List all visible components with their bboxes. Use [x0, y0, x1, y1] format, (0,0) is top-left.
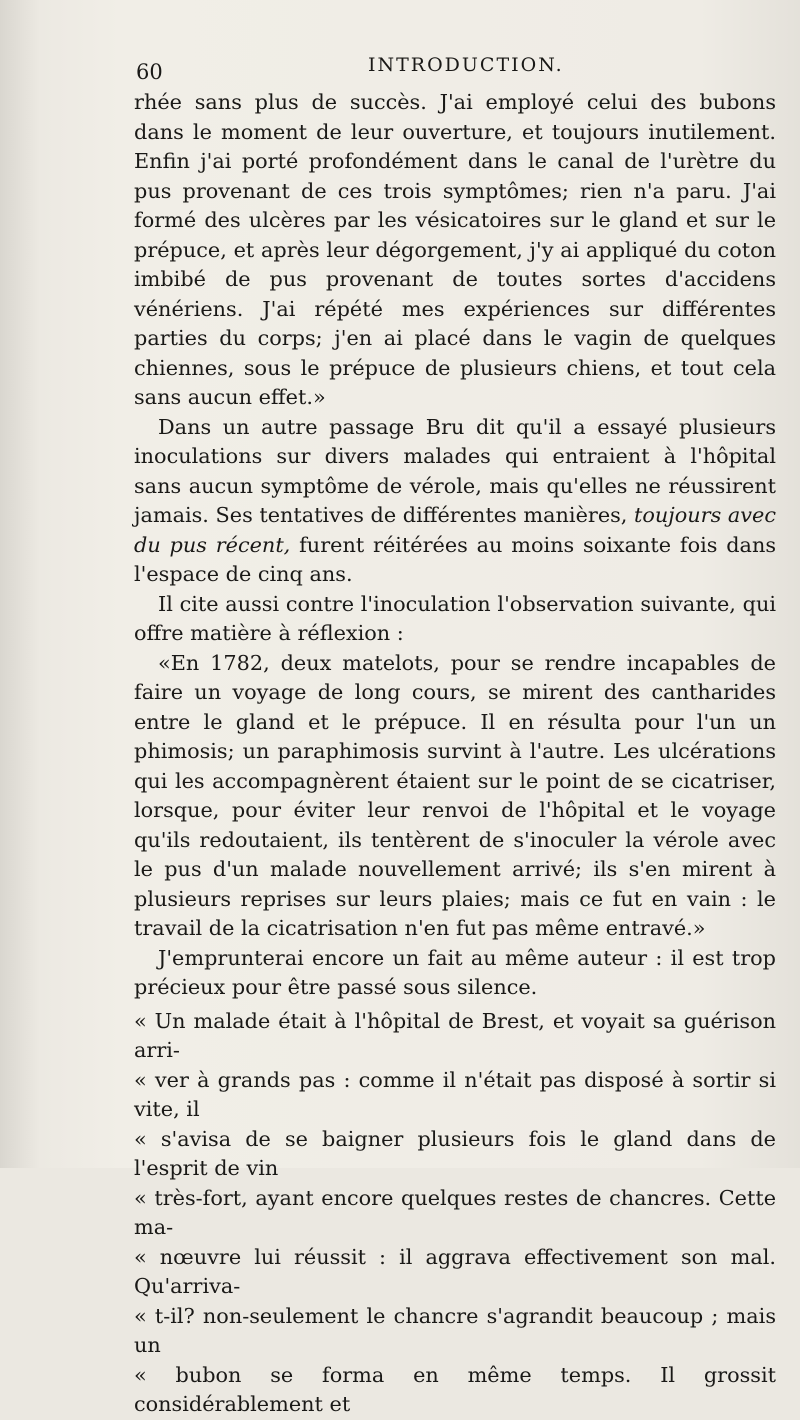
- paragraph-2-italic: toujours avec du pus récent,: [134, 503, 776, 557]
- paragraph-3: Il cite aussi contre l'inoculation l'observation suivante, qui offre matière à réflexion :: [134, 591, 776, 645]
- quote-line: « ver à grands pas : comme il n'était pas disposé à sortir si vite, il: [134, 1067, 776, 1121]
- body-text: [134, 88, 776, 1420]
- page-number: 60: [136, 60, 163, 84]
- quote-line: « bubon se forma en même temps. Il grossit considérablement et: [134, 1362, 776, 1416]
- paragraph-4: «En 1782, deux matelots, pour se rendre incapables de faire un voyage de long cours, se mirent des cantharides entre le gland et le prépuce. Il en résulta pour l'un un phimosis; un paraphimosis survint à l'autre. Les ulcérations qui les accompagnèrent étaient sur le point de se cicatriser, lorsque, pour éviter leur renvoi de l'hôpital et le voyage qu'ils redoutaient, ils tentèrent de s'inoculer la vérole avec le pus d'un malade nouvellement arrivé; ils s'en mirent à plusieurs reprises sur leurs plaies; mais ce fut en vain : le travail de la cicatrisation n'en fut pas même entravé.»: [134, 650, 776, 940]
- quote-line: « Un malade était à l'hôpital de Brest, et voyait sa guérison arri-: [134, 1008, 776, 1062]
- paragraph-2-after: furent réitérées au moins soixante fois dans l'espace de cinq ans.: [134, 532, 777, 586]
- paragraph-2: [134, 413, 776, 590]
- quote-line: « t-il? non-seulement le chancre s'agrandit beaucoup ; mais un: [134, 1303, 776, 1357]
- quote-line: « très-fort, ayant encore quelques restes de chancres. Cette ma-: [134, 1185, 776, 1239]
- paragraph-1: rhée sans plus de succès. J'ai employé celui des bubons dans le moment de leur ouverture, et toujours inutilement. Enfin j'ai porté profondément dans le canal de l'urètre du pus provenant de ces trois symptômes; rien n'a paru. J'ai formé des ulcères par les vésicatoires sur le gland et sur le prépuce, et après leur dégorgement, j'y ai appliqué du coton imbibé de pus provenant de toutes sortes d'accidens vénériens. J'ai répété mes expériences sur différentes parties du corps; j'en ai placé dans le vagin de quelques chiennes, sous le prépuce de plusieurs chiens, et tout cela sans aucun effet.»: [134, 90, 776, 409]
- running-head: INTRODUCTION.: [368, 54, 564, 76]
- quote-line: « s'avisa de se baigner plusieurs fois le gland dans de l'esprit de vin: [134, 1126, 776, 1180]
- paragraph-2-before: Dans un autre passage Bru dit qu'il a essayé plusieurs inoculations sur divers malades qui entraient à l'hôpital sans aucun symptôme de vérole, mais qu'elles ne réussirent jamais. Ses tentatives de différentes manières,: [134, 414, 776, 527]
- paragraph-5: J'emprunterai encore un fait au même auteur : il est trop précieux pour être passé sous silence.: [134, 945, 776, 999]
- page-header: [134, 48, 776, 88]
- quote-block: [134, 1007, 776, 1420]
- quote-line: « nœuvre lui réussit : il aggrava effectivement son mal. Qu'arriva-: [134, 1244, 776, 1298]
